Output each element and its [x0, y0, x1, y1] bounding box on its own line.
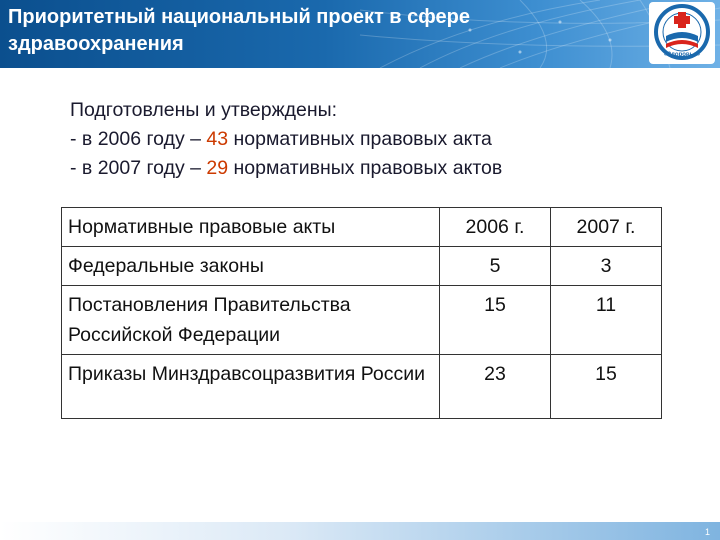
- table-header-row: [62, 208, 662, 247]
- intro-line-2-suffix: нормативных правовых акта: [228, 128, 492, 150]
- header-banner: [0, 0, 720, 68]
- title-line-1: Приоритетный национальный проект в сфере: [8, 6, 470, 28]
- legal-acts-table: [61, 207, 662, 419]
- value-2007: 15: [551, 355, 662, 419]
- value-2006: 5: [440, 247, 551, 286]
- intro-line-2-prefix: - в 2006 году –: [70, 128, 207, 150]
- row-label: Постановления Правительства Российской Федерации: [62, 286, 440, 355]
- page-number: 1: [704, 527, 710, 537]
- intro-text: [70, 96, 690, 183]
- value-2007: 11: [551, 286, 662, 355]
- column-header-2007: 2007 г.: [551, 208, 662, 247]
- value-2006: 15: [440, 286, 551, 355]
- intro-line-2: [70, 125, 690, 154]
- table-row: [62, 286, 662, 355]
- intro-line-3-suffix: нормативных правовых актов: [228, 157, 503, 179]
- acts-count-2006: 43: [206, 128, 229, 150]
- table-row: [62, 247, 662, 286]
- table-row: [62, 355, 662, 419]
- acts-count-2007: 29: [206, 157, 229, 179]
- value-2007: 3: [551, 247, 662, 286]
- row-label: Федеральные законы: [62, 247, 440, 286]
- slide-title: [8, 4, 608, 58]
- title-line-2: здравоохранения: [8, 33, 184, 55]
- intro-line-1: Подготовлены и утверждены:: [70, 99, 338, 121]
- row-label: Приказы Минздравсоцразвития России: [62, 355, 440, 419]
- column-header-2006: 2006 г.: [440, 208, 551, 247]
- intro-line-3-prefix: - в 2007 году –: [70, 157, 207, 179]
- logo-caption: «Здоровье»: [664, 52, 700, 58]
- national-project-logo: [649, 2, 715, 64]
- intro-line-3: [70, 154, 690, 183]
- column-header-acts: Нормативные правовые акты: [62, 208, 440, 247]
- value-2006: 23: [440, 355, 551, 419]
- footer-bar: [0, 522, 720, 540]
